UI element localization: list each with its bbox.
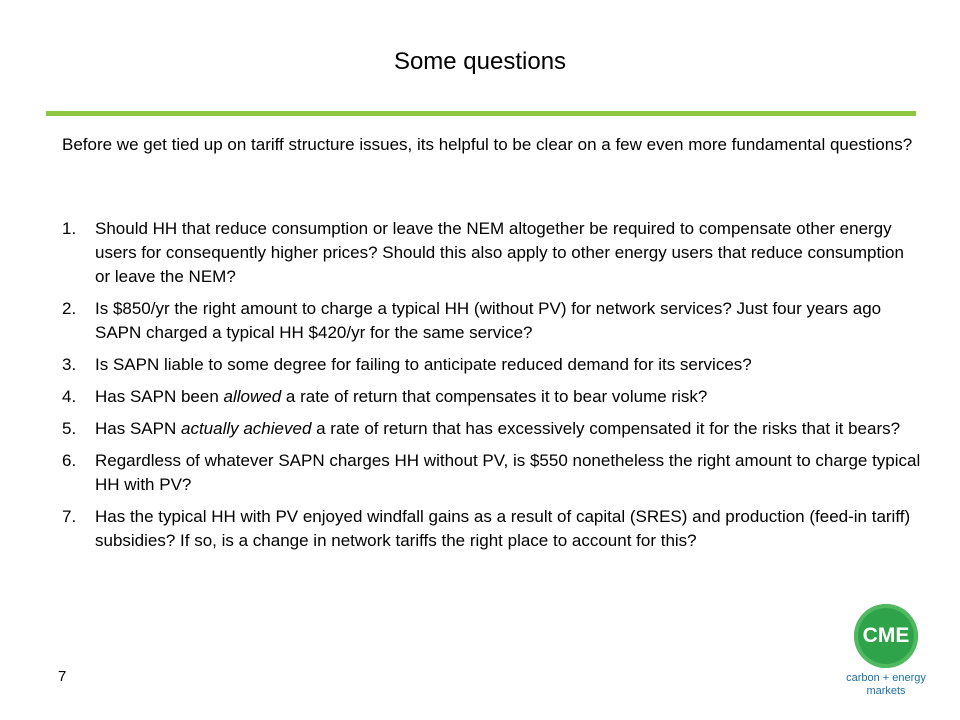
cme-logo <box>838 604 934 716</box>
question-number: 6. <box>62 451 77 470</box>
logo-mark: CME <box>862 624 910 647</box>
question-text: Is SAPN liable to some degree for failing to anticipate reduced demand for its services? <box>95 355 752 374</box>
logo-tagline <box>838 672 934 698</box>
question-item-3 <box>62 353 922 377</box>
question-item-2 <box>62 297 922 345</box>
question-number: 2. <box>62 299 77 318</box>
question-text: Has the typical HH with PV enjoyed windfall gains as a result of capital (SRES) and production (feed-in tariff) subsidies? If so, is a change in network tariffs the right place to account for this? <box>95 507 911 550</box>
question-item-5 <box>62 417 922 441</box>
question-text-after: a rate of return that has excessively compensated it for the risks that it bears? <box>311 419 901 438</box>
question-text: Is $850/yr the right amount to charge a typical HH (without PV) for network services? Just four years ago SAPN charged a typical HH $420/yr for the same service? <box>95 299 882 342</box>
logo-line-1: carbon + energy <box>846 672 926 684</box>
question-number: 5. <box>62 419 77 438</box>
question-text-before: Has SAPN been <box>95 387 224 406</box>
intro-paragraph: Before we get tied up on tariff structure issues, its helpful to be clear on a few even more fundamental questions? <box>62 135 913 154</box>
title-divider <box>46 111 916 116</box>
question-number: 1. <box>62 219 77 238</box>
question-number: 7. <box>62 507 77 526</box>
question-text: Regardless of whatever SAPN charges HH without PV, is $550 nonetheless the right amount to charge typical HH with PV? <box>95 451 921 494</box>
question-emphasis: actually achieved <box>180 419 312 438</box>
page-number: 7 <box>58 668 67 685</box>
question-emphasis: allowed <box>223 387 282 406</box>
question-item-1 <box>62 217 922 289</box>
question-text <box>95 387 707 406</box>
question-text-after: a rate of return that compensates it to bear volume risk? <box>281 387 708 406</box>
question-text: Should HH that reduce consumption or leave the NEM altogether be required to compensate other energy users for consequently higher prices? Should this also apply to other energy users that reduce consumption or leave the NEM? <box>95 219 904 286</box>
question-item-6 <box>62 449 922 497</box>
logo-circle-icon <box>854 604 918 668</box>
question-number: 4. <box>62 387 77 406</box>
question-text <box>95 419 900 438</box>
question-item-7 <box>62 505 922 553</box>
logo-line-2: markets <box>866 685 906 697</box>
question-text-before: Has SAPN <box>95 419 181 438</box>
slide-title: Some questions <box>393 48 567 75</box>
question-number: 3. <box>62 355 77 374</box>
question-list <box>62 217 922 561</box>
question-item-4 <box>62 385 922 409</box>
